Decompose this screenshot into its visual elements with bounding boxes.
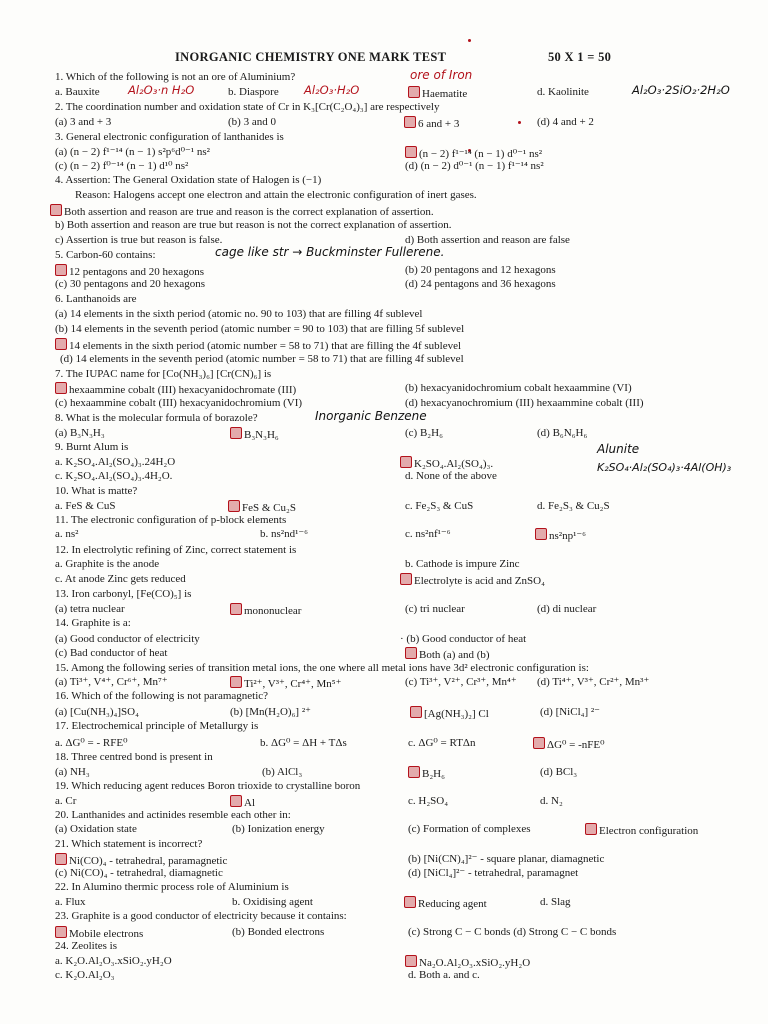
line-text: a. Cr <box>55 795 77 807</box>
line-text: a. K₂SO₄.Al₂(SO₄)₃.24H₂O <box>55 456 176 468</box>
line-text: b. ns²nd¹⁻⁶ <box>260 528 309 540</box>
line-text: mononuclear <box>244 605 302 617</box>
question-text-line <box>232 896 313 909</box>
line-text: (c) B₂H₆ <box>405 427 443 439</box>
answer-tick-box-icon <box>535 528 547 540</box>
answer-tick-box-icon <box>230 427 242 439</box>
line-text: (d) 14 elements in the seventh period (atomic number = 58 to 71) that are filling 4f sublevel <box>60 353 464 365</box>
line-text: (a) NH₃ <box>55 766 90 778</box>
line-text: 11. The electronic configuration of p-block elements <box>55 514 287 526</box>
question-text-line <box>408 823 531 836</box>
question-text-line <box>408 853 604 866</box>
question-text-line <box>408 795 448 808</box>
line-text: Electron configuration <box>599 825 699 837</box>
question-text-line <box>55 910 347 923</box>
line-text: a. Flux <box>55 896 86 908</box>
question-text-line <box>55 71 295 84</box>
line-text: 18. Three centred bond is present in <box>55 751 213 763</box>
line-text: (b) AlCl₃ <box>262 766 303 778</box>
answer-tick-box-icon <box>55 926 67 938</box>
line-text: c) Assertion is true but reason is false. <box>55 234 223 246</box>
marked-answer-option <box>55 264 204 279</box>
line-text: (a) Good conductor of electricity <box>55 633 200 645</box>
line-text: (c) Bad conductor of heat <box>55 647 168 659</box>
line-text: (d) BCl₃ <box>540 766 578 778</box>
line-text: (d) (n − 2) d⁰⁻¹ (n − 1) f¹⁻¹⁴ ns² <box>405 160 544 172</box>
question-text-line <box>540 896 571 909</box>
question-text-line <box>405 278 556 291</box>
line-text: 3. General electronic configuration of lanthanides is <box>55 131 284 143</box>
line-text: Ti²⁺, V³⁺, Cr⁴⁺, Mn⁵⁺ <box>244 678 342 690</box>
line-text: 13. Iron carbonyl, [Fe(CO)₅] is <box>55 588 192 600</box>
question-text-line <box>537 86 589 99</box>
question-text-line <box>55 940 117 953</box>
question-text-line <box>55 412 258 425</box>
question-text-line <box>55 86 100 99</box>
marked-answer-option <box>228 500 296 515</box>
marked-answer-option <box>410 706 489 721</box>
line-text: (d) [NiCl₄] ²⁻ <box>540 706 600 718</box>
question-text-line <box>55 896 86 909</box>
question-text-line <box>55 278 205 291</box>
question-text-line <box>405 500 473 513</box>
line-text: c. At anode Zinc gets reduced <box>55 573 186 585</box>
question-text-line <box>55 690 268 703</box>
question-text-line <box>55 647 167 660</box>
line-text: (a) 3 and + 3 <box>55 116 112 128</box>
line-text: ΔG⁰ = -nFE⁰ <box>547 739 605 751</box>
line-text: (d) [NiCl₄]²⁻ - tetrahedral, paramagnet <box>408 867 579 879</box>
question-text-line <box>55 249 156 262</box>
marked-answer-option <box>55 853 227 868</box>
line-text: (c) Strong C − C bonds (d) Strong C − C bonds <box>408 926 617 938</box>
question-text-line <box>55 500 116 513</box>
question-text-line <box>55 131 284 144</box>
line-text: (b) Bonded electrons <box>232 926 325 938</box>
question-text-line <box>405 397 644 410</box>
line-text: (n − 2) f¹⁻¹⁴ (n − 1) d⁰⁻¹ ns² <box>419 148 543 160</box>
line-text: 10. What is matte? <box>55 485 138 497</box>
question-text-line <box>55 101 439 114</box>
line-text: (b) [Ni(CN)₄]²⁻ - square planar, diamagnetic <box>408 853 605 865</box>
line-text: c. K₂SO₄.Al₂(SO₄)₃.4H₂O. <box>55 470 173 482</box>
line-text: · (b) Good conductor of heat <box>400 633 527 645</box>
line-text: (b) 20 pentagons and 12 hexagons <box>405 264 556 276</box>
question-text-line <box>537 116 594 129</box>
question-text-line <box>55 323 464 336</box>
line-text: 17. Electrochemical principle of Metallurgy is <box>55 720 259 732</box>
line-text: Mobile electrons <box>69 928 144 940</box>
line-text: (c) hexaammine cobalt (III) hexacyanidochromium (VI) <box>55 397 303 409</box>
line-text: c. ΔG⁰ = RTΔn <box>408 737 476 749</box>
handwritten-note-fullerene: cage like str → Buckminster Fullerene. <box>215 245 445 259</box>
line-text: [Ag(NH₃)₂] Cl <box>424 708 489 720</box>
line-text: d. None of the above <box>405 470 497 482</box>
answer-tick-box-icon <box>55 382 67 394</box>
question-text-line <box>55 676 168 689</box>
line-text: a. FeS & CuS <box>55 500 116 512</box>
marked-answer-option <box>533 737 605 752</box>
question-text-line <box>260 737 347 750</box>
answer-tick-box-icon <box>230 676 242 688</box>
line-text: c. Fe₂S₃ & CuS <box>405 500 474 512</box>
line-text: b. Diaspore <box>228 86 279 98</box>
question-text-line <box>540 795 563 808</box>
question-text-line <box>55 720 258 733</box>
question-text-line <box>55 514 286 527</box>
line-text: (a) Oxidation state <box>55 823 137 835</box>
question-text-line <box>55 456 175 469</box>
line-text: Both (a) and (b) <box>419 649 490 661</box>
line-text: (a) Ti³⁺, V⁴⁺, Cr⁶⁺, Mn⁷⁺ <box>55 676 168 688</box>
marked-answer-option <box>400 456 493 471</box>
line-text: b. Oxidising agent <box>232 896 313 908</box>
question-text-line <box>408 737 475 750</box>
line-text: (a) 14 elements in the sixth period (atomic no. 90 to 103) that are filling 4f sublevel <box>55 308 423 320</box>
line-text: (b) Ionization energy <box>232 823 325 835</box>
line-text: 21. Which statement is incorrect? <box>55 838 203 850</box>
ink-dot <box>518 121 521 124</box>
total-marks: 50 X 1 = 50 <box>548 50 612 64</box>
marked-answer-option <box>230 427 279 442</box>
question-text-line <box>55 823 137 836</box>
question-text-line <box>405 160 544 173</box>
line-text: 14 elements in the sixth period (atomic number = 58 to 71) that are filling the 4f sublevel <box>69 340 462 352</box>
answer-tick-box-icon <box>405 955 417 967</box>
handwritten-note-inorganic-benzene: Inorganic Benzene <box>315 409 427 423</box>
line-text: c. H₂SO₄ <box>408 795 449 807</box>
marked-answer-option <box>404 896 487 911</box>
question-text-line <box>75 189 477 202</box>
question-text-line <box>55 969 114 982</box>
marked-answer-option <box>400 573 545 588</box>
line-text: Al <box>244 797 255 809</box>
line-text: B₂H₆ <box>422 768 445 780</box>
handwritten-formula-diaspore: Al₂O₃·H₂O <box>304 83 360 97</box>
question-text-line <box>405 264 556 277</box>
handwritten-note-alunite: Alunite <box>597 442 640 456</box>
marked-answer-option <box>55 338 461 353</box>
question-text-line <box>55 174 321 187</box>
line-text: 15. Among the following series of transition metal ions, the one where all metal ions have 3d² electronic configuration is: <box>55 662 589 674</box>
line-text: 22. In Alumino thermic process role of Aluminium is <box>55 881 289 893</box>
line-text: 8. What is the molecular formula of borazole? <box>55 412 258 424</box>
answer-tick-box-icon <box>404 116 416 128</box>
line-text: 24. Zeolites is <box>55 940 118 952</box>
line-text: 14. Graphite is a: <box>55 617 131 629</box>
question-text-line <box>60 353 464 366</box>
line-text: a. K₂O.Al₂O₃.xSiO₂.yH₂O <box>55 955 172 967</box>
marked-answer-option <box>405 647 490 662</box>
line-text: (a) [Cu(NH₃)₄]SO₄ <box>55 706 139 718</box>
question-text-line <box>540 706 600 719</box>
line-text: b. Cathode is impure Zinc <box>405 558 520 570</box>
question-text-line <box>55 633 200 646</box>
question-text-line <box>537 676 649 689</box>
answer-tick-box-icon <box>55 264 67 276</box>
question-text-line <box>55 867 223 880</box>
line-text: 20. Lanthanides and actinides resemble each other in: <box>55 809 291 821</box>
line-text: (b) [Mn(H₂O)₆] ²⁺ <box>230 706 311 718</box>
question-text-line <box>55 603 125 616</box>
line-text: (c) Formation of complexes <box>408 823 531 835</box>
question-text-line <box>408 926 616 939</box>
question-text-line <box>55 737 128 750</box>
line-text: (d) 24 pentagons and 36 hexagons <box>405 278 556 290</box>
question-text-line <box>55 617 131 630</box>
line-text: 7. The IUPAC name for [Co(NH₃)₆] [Cr(CN)₆] is <box>55 368 272 380</box>
question-text-line <box>537 427 587 440</box>
question-text-line <box>55 146 210 159</box>
question-text-line <box>55 308 423 321</box>
marked-answer-option <box>404 116 459 131</box>
line-text: b) Both assertion and reason are true but reason is not the correct explanation of assertion. <box>55 219 452 231</box>
line-text: (d) B₆N₆H₆ <box>537 427 588 439</box>
question-text-line <box>405 470 497 483</box>
question-text-line <box>228 86 279 99</box>
line-text: 4. Assertion: The General Oxidation state of Halogen is (−1) <box>55 174 322 186</box>
line-text: 6. Lanthanoids are <box>55 293 137 305</box>
line-text: (c) Ni(CO)₄ - tetrahedral, diamagnetic <box>55 867 223 879</box>
line-text: 5. Carbon-60 contains: <box>55 249 156 261</box>
marked-answer-option <box>230 795 255 810</box>
line-text: (c) tri nuclear <box>405 603 465 615</box>
question-text-line <box>55 558 159 571</box>
line-text: 6 and + 3 <box>418 118 460 130</box>
answer-tick-box-icon <box>405 647 417 659</box>
question-text-line <box>55 397 302 410</box>
line-text: a. ΔG⁰ = - RFE⁰ <box>55 737 128 749</box>
line-text: Reducing agent <box>418 898 487 910</box>
line-text: c. K₂O.Al₂O₃ <box>55 969 115 981</box>
line-text: hexaammine cobalt (III) hexacyanidochromate (III) <box>69 384 297 396</box>
line-text: d) Both assertion and reason are false <box>405 234 570 246</box>
answer-tick-box-icon <box>228 500 240 512</box>
line-text: 12. In electrolytic refining of Zinc, correct statement is <box>55 544 297 556</box>
question-text-line <box>230 706 311 719</box>
question-text-line <box>260 528 308 541</box>
answer-tick-box-icon <box>55 853 67 865</box>
marked-answer-option <box>55 382 296 397</box>
line-text: d. Slag <box>540 896 571 908</box>
line-text: a. ns² <box>55 528 79 540</box>
answer-tick-box-icon <box>400 573 412 585</box>
line-text: (c) Ti³⁺, V²⁺, Cr³⁺, Mn⁴⁺ <box>405 676 517 688</box>
handwritten-formula-bauxite: Al₂O₃·n H₂O <box>128 83 195 97</box>
line-text: 2. The coordination number and oxidation state of Cr in K₃[Cr(C₂O₄)₃] are respectively <box>55 101 440 113</box>
handwritten-formula-alunite: K₂SO₄·Al₂(SO₄)₃·4Al(OH)₃ <box>597 461 732 474</box>
line-text: (c) (n − 2) f⁰⁻¹⁴ (n − 1) d¹⁰ ns² <box>55 160 189 172</box>
line-text: ns²np¹⁻⁶ <box>549 530 587 542</box>
line-text: (a) tetra nuclear <box>55 603 125 615</box>
answer-tick-box-icon <box>408 86 420 98</box>
question-text-line <box>408 969 480 982</box>
marked-answer-option <box>230 603 301 618</box>
marked-answer-option <box>55 926 143 941</box>
line-text: (b) hexacyanidochromium cobalt hexaammine (VI) <box>405 382 632 394</box>
answer-tick-box-icon <box>585 823 597 835</box>
line-text: d. N₂ <box>540 795 563 807</box>
answer-tick-box-icon <box>410 706 422 718</box>
question-text-line <box>55 838 202 851</box>
line-text: 19. Which reducing agent reduces Boron trioxide to crystalline boron <box>55 780 361 792</box>
answer-tick-box-icon <box>400 456 412 468</box>
question-text-line <box>55 662 589 675</box>
line-text: (d) Ti⁴⁺, V³⁺, Cr²⁺, Mn³⁺ <box>537 676 650 688</box>
line-text: c. ns²nf¹⁻⁶ <box>405 528 451 540</box>
question-text-line <box>55 544 296 557</box>
question-text-line <box>405 382 632 395</box>
question-text-line <box>55 234 222 247</box>
answer-tick-box-icon <box>50 204 62 216</box>
question-text-line <box>262 766 302 779</box>
line-text: (a) B₃N₃H₃ <box>55 427 105 439</box>
line-text: Na₂O.Al₂O₃.xSiO₂.yH₂O <box>419 957 531 969</box>
marked-answer-option <box>50 204 434 219</box>
line-text: 9. Burnt Alum is <box>55 441 129 453</box>
question-text-line <box>540 766 577 779</box>
question-text-line <box>405 234 570 247</box>
question-text-line <box>55 116 111 129</box>
marked-answer-option <box>230 676 341 691</box>
question-text-line <box>55 427 105 440</box>
question-text-line <box>55 780 360 793</box>
question-text-line <box>55 368 271 381</box>
answer-tick-box-icon <box>533 737 545 749</box>
question-text-line <box>55 955 172 968</box>
marked-answer-option <box>585 823 698 838</box>
question-text-line <box>55 528 78 541</box>
line-text: (c) 30 pentagons and 20 hexagons <box>55 278 205 290</box>
answer-tick-box-icon <box>404 896 416 908</box>
answer-tick-box-icon <box>230 795 242 807</box>
line-text: FeS & Cu₂S <box>242 502 296 514</box>
question-text-line <box>537 500 610 513</box>
answer-tick-box-icon <box>408 766 420 778</box>
line-text: (a) (n − 2) f¹⁻¹⁴ (n − 1) s²p⁶d⁰⁻¹ ns² <box>55 146 210 158</box>
question-text-line <box>405 528 451 541</box>
line-text: B₃N₃H₆ <box>244 429 279 441</box>
marked-answer-option <box>408 86 467 101</box>
line-text: Haematite <box>422 88 468 100</box>
question-text-line <box>55 293 137 306</box>
line-text: (d) hexacyanochromium (III) hexaammine cobalt (III) <box>405 397 644 409</box>
question-text-line <box>405 558 520 571</box>
question-text-line <box>55 485 137 498</box>
line-text: (d) 4 and + 2 <box>537 116 594 128</box>
answer-tick-box-icon <box>230 603 242 615</box>
line-text: Ni(CO)₄ - tetrahedral, paramagnetic <box>69 855 228 867</box>
question-text-line <box>408 867 578 880</box>
question-text-line <box>55 219 451 232</box>
line-text: Reason: Halogens accept one electron and attain the electronic configuration of inert gases. <box>75 189 477 201</box>
question-text-line <box>405 427 443 440</box>
question-text-line <box>55 706 139 719</box>
line-text: 1. Which of the following is not an ore of Aluminium? <box>55 71 296 83</box>
ink-dot <box>468 39 471 42</box>
line-text: Electrolyte is acid and ZnSO₄ <box>414 575 545 587</box>
question-text-line <box>537 603 596 616</box>
question-text-line <box>232 823 325 836</box>
line-text: K₂SO₄.Al₂(SO₄)₃. <box>414 458 494 470</box>
question-text-line <box>55 809 291 822</box>
question-text-line <box>55 795 76 808</box>
line-text: b. ΔG⁰ = ΔH + TΔs <box>260 737 347 749</box>
line-text: 12 pentagons and 20 hexagons <box>69 266 205 278</box>
question-text-line <box>55 751 213 764</box>
question-text-line <box>55 470 172 483</box>
line-text: (b) 14 elements in the seventh period (atomic number = 90 to 103) that are filling 5f sublevel <box>55 323 465 335</box>
marked-answer-option <box>535 528 586 543</box>
line-text: (b) 3 and 0 <box>228 116 276 128</box>
question-text-line <box>55 588 191 601</box>
line-text: Both assertion and reason are true and reason is the correct explanation of assertion. <box>64 206 434 218</box>
line-text: a. Graphite is the anode <box>55 558 160 570</box>
line-text: d. Fe₂S₃ & Cu₂S <box>537 500 610 512</box>
question-text-line <box>228 116 276 129</box>
line-text: (d) di nuclear <box>537 603 597 615</box>
line-text: 16. Which of the following is not paramagnetic? <box>55 690 269 702</box>
line-text: d. Both a. and c. <box>408 969 480 981</box>
handwritten-formula-kaolinite: Al₂O₃·2SiO₂·2H₂O <box>632 83 730 97</box>
answer-tick-box-icon <box>405 146 417 158</box>
handwritten-note-ore-of-iron: ore of Iron <box>410 68 473 82</box>
marked-answer-option <box>408 766 445 781</box>
question-text-line <box>400 633 526 646</box>
page-title: INORGANIC CHEMISTRY ONE MARK TEST <box>175 50 447 64</box>
line-text: a. Bauxite <box>55 86 100 98</box>
question-text-line <box>232 926 324 939</box>
line-text: 23. Graphite is a good conductor of electricity because it contains: <box>55 910 347 922</box>
question-text-line <box>55 573 186 586</box>
question-text-line <box>405 603 465 616</box>
question-text-line <box>55 441 128 454</box>
question-text-line <box>55 881 289 894</box>
line-text: d. Kaolinite <box>537 86 589 98</box>
marked-answer-option <box>405 955 530 970</box>
answer-tick-box-icon <box>55 338 67 350</box>
question-text-line <box>405 676 517 689</box>
marked-answer-option <box>405 146 542 161</box>
question-text-line <box>55 766 90 779</box>
question-text-line <box>55 160 188 173</box>
